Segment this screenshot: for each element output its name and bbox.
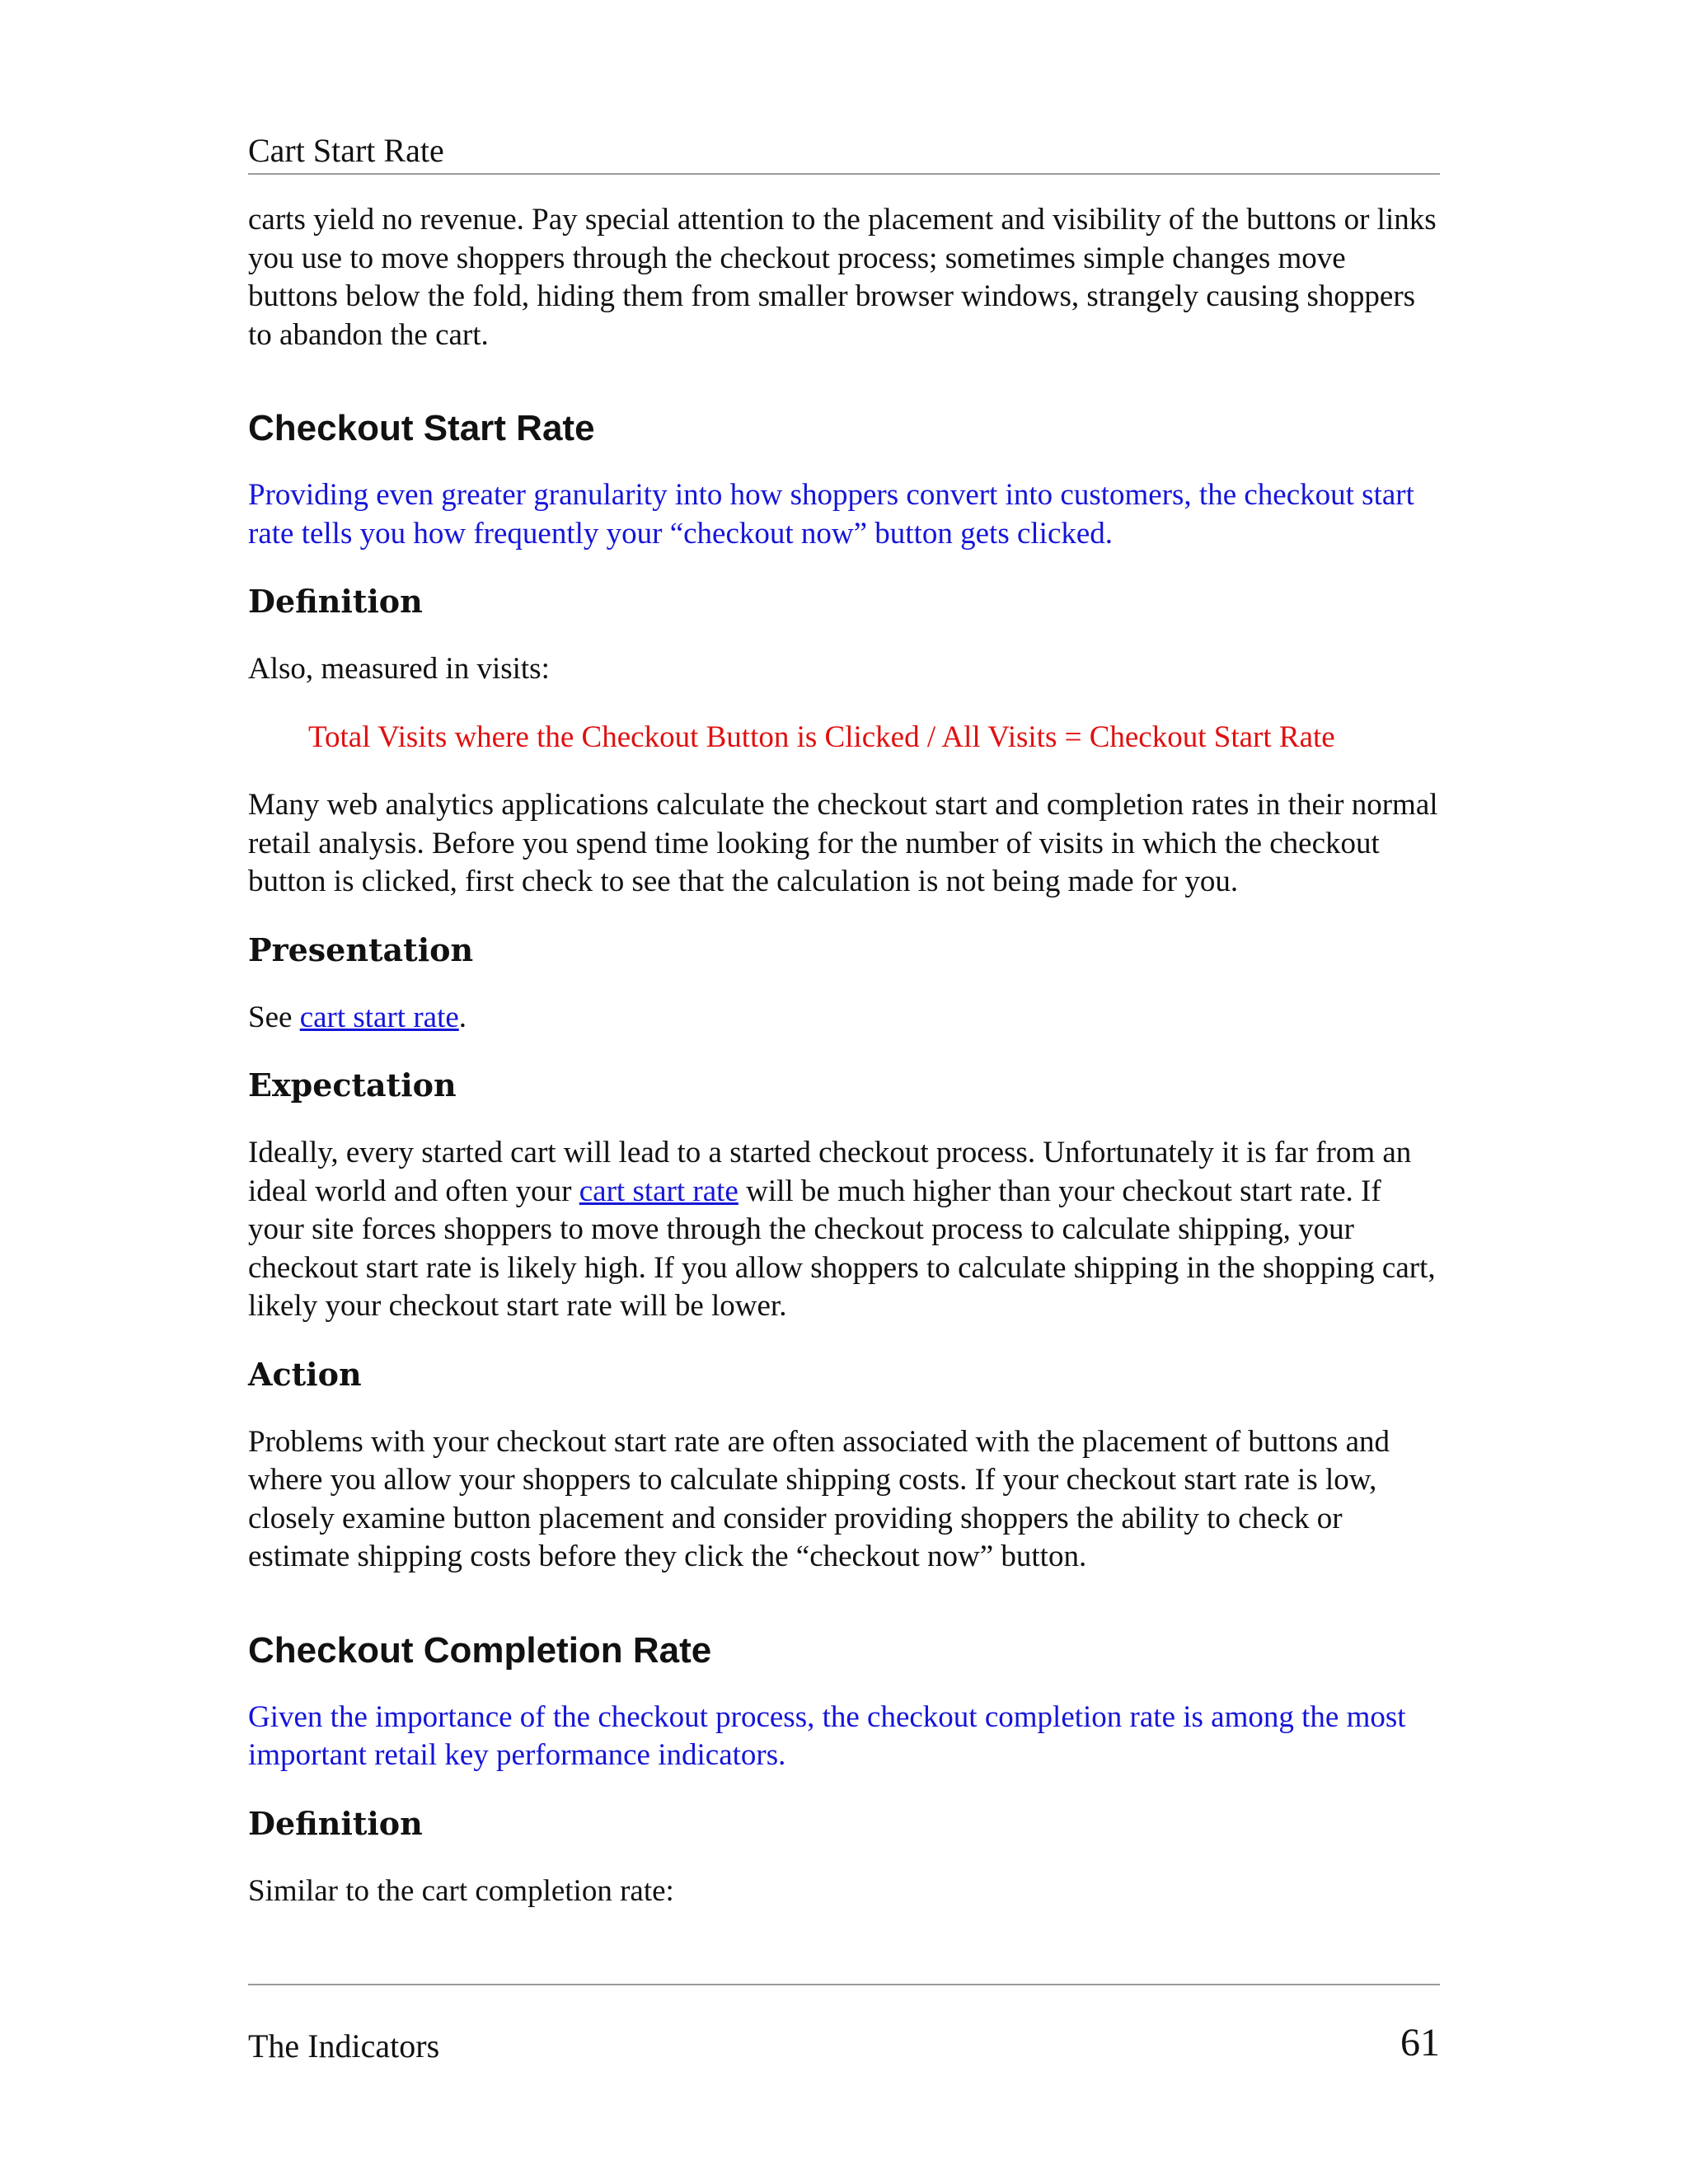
presentation-suffix: . xyxy=(458,1000,467,1034)
checkout-start-rate-formula: Total Visits where the Checkout Button is Clicked / All Visits = Checkout Start Rate xyxy=(308,719,1335,754)
cart-start-rate-link[interactable]: cart start rate xyxy=(299,1000,459,1034)
expectation-text-after: will be much higher than your checkout start rate. If your site forces shoppers to move through the checkout process to calculate shipping, your checkout start rate is likely high. If you allow shoppers to calculate shipping in the shopping cart, likely your checkout start rate will be lower. xyxy=(248,1174,1436,1323)
expectation-text xyxy=(248,1134,1440,1326)
expectation-text-before: Ideally, every started cart will lead to a started checkout process. Unfortunately it is far from an ideal world and often your xyxy=(248,1136,1412,1208)
page-body xyxy=(248,201,1440,1910)
footer-rule xyxy=(248,1984,1440,1985)
cart-start-rate-link-inline[interactable]: cart start rate xyxy=(579,1174,738,1208)
action-text: Problems with your checkout start rate are often associated with the placement of buttons and where you allow your shoppers to calculate shipping costs. If your checkout start rate is low, closely examine button placement and consider providing shoppers the ability to check or estimate shipping costs before they click the “checkout now” button. xyxy=(248,1424,1390,1573)
section-lead-checkout-start-rate: Providing even greater granularity into how shoppers convert into customers, the checkout start rate tells you how frequently your “checkout now” button gets clicked. xyxy=(248,478,1414,551)
section-title-checkout-completion-rate: Checkout Completion Rate xyxy=(248,1629,712,1671)
presentation-prefix: See xyxy=(248,1000,300,1034)
definition-text: Also, measured in visits: xyxy=(248,652,550,686)
subheading-expectation: Expectation xyxy=(248,1066,457,1104)
subheading-definition: Definition xyxy=(248,583,423,620)
definition-text-2: Similar to the cart completion rate: xyxy=(248,1873,674,1908)
section-title-checkout-start-rate: Checkout Start Rate xyxy=(248,408,595,448)
running-header: Cart Start Rate xyxy=(248,132,444,169)
definition-note: Many web analytics applications calculate the checkout start and completion rates in their normal retail analysis. Before you spend time looking for the number of visits in which the checkout button is clicked, first check to see that the calculation is not being made for you. xyxy=(248,788,1438,898)
presentation-text xyxy=(248,999,1440,1038)
subheading-action: Action xyxy=(248,1355,362,1393)
footer-section-name: The Indicators xyxy=(248,2027,440,2064)
subheading-presentation: Presentation xyxy=(248,930,474,968)
intro-paragraph: carts yield no revenue. Pay special attention to the placement and visibility of the buttons or links you use to move shoppers through the checkout process; sometimes simple changes move buttons below the fold, hiding them from smaller browser windows, strangely causing shoppers to abandon the cart. xyxy=(248,203,1437,352)
header-rule xyxy=(248,173,1440,175)
section-lead-checkout-completion-rate: Given the importance of the checkout process, the checkout completion rate is among the most important retail key performance indicators. xyxy=(248,1699,1406,1772)
document-page xyxy=(248,0,1440,2184)
subheading-definition-2: Definition xyxy=(248,1804,423,1842)
page-number: 61 xyxy=(1400,2021,1440,2064)
